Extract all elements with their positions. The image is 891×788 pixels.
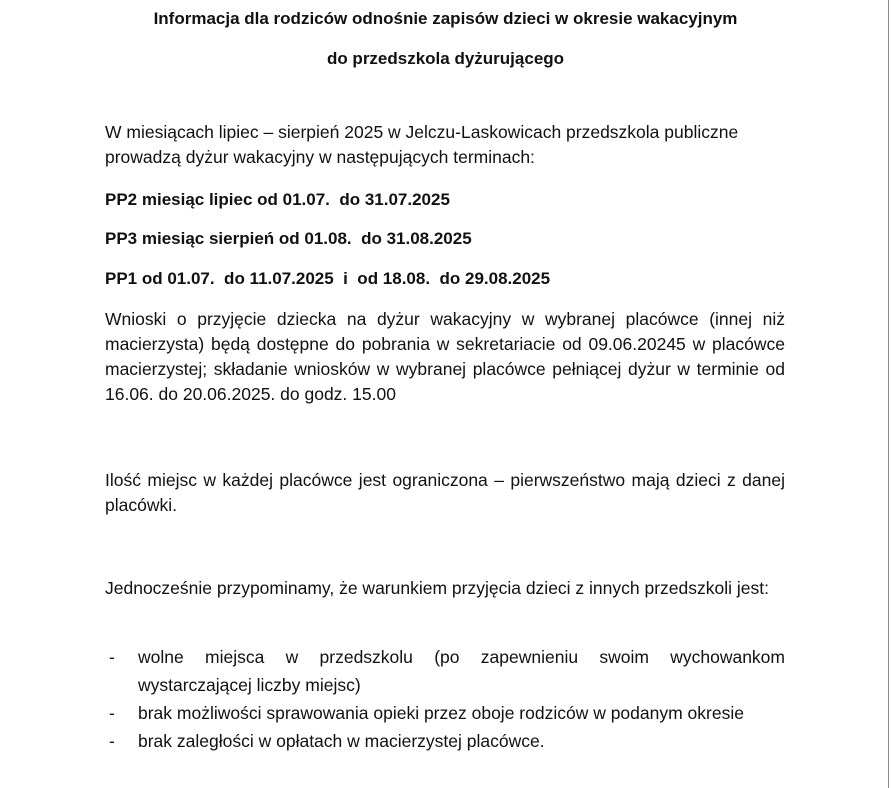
list-dash-bullet: - (109, 731, 115, 751)
condition-text: brak zaległości w opłatach w macierzystej placówce. (138, 731, 545, 751)
condition-item (105, 727, 785, 755)
condition-item (105, 699, 785, 727)
intro-paragraph: W miesiącach lipiec – sierpień 2025 w Jelczu-Laskowicach przedszkola publiczne prowadzą dyżur wakacyjny w następujących terminach: (105, 122, 739, 167)
schedule-pp1: PP1 od 01.07. do 11.07.2025 i od 18.08. do 29.08.2025 (105, 269, 551, 288)
condition-text: wolne miejsca w przedszkolu (po zapewnieniu swoim wychowankom wystarczającej liczby miejsc) (138, 647, 785, 695)
schedule-pp2: PP2 miesiąc lipiec od 01.07. do 31.07.2025 (105, 190, 450, 209)
schedule-pp3: PP3 miesiąc sierpień od 01.08. do 31.08.2025 (105, 229, 472, 248)
conditions-list (105, 643, 785, 755)
reminder-paragraph: Jednocześnie przypominamy, że warunkiem przyjęcia dzieci z innych przedszkoli jest: (105, 578, 769, 598)
document-title-line-2: do przedszkola dyżurującego (326, 49, 565, 68)
applications-paragraph: Wnioski o przyjęcie dziecka na dyżur wakacyjny w wybranej placówce (innej niż macierzysta) będą dostępne do pobrania w sekretariacie od 09.06.20245 w placówce macierzystej; składanie wniosków w wybranej placówce pełniącej dyżur w terminie od 16.06. do 20.06.2025. do godz. 15.00 (105, 309, 785, 404)
condition-item (105, 643, 785, 699)
list-dash-bullet: - (109, 647, 115, 667)
condition-text: brak możliwości sprawowania opieki przez oboje rodziców w podanym okresie (138, 703, 744, 723)
list-dash-bullet: - (109, 703, 115, 723)
document-title-line-1: Informacja dla rodziców odnośnie zapisów dzieci w okresie wakacyjnym (153, 9, 738, 28)
places-paragraph: Ilość miejsc w każdej placówce jest ograniczona – pierwszeństwo mają dzieci z danej placówki. (105, 470, 785, 515)
page-edge-divider (888, 0, 889, 788)
